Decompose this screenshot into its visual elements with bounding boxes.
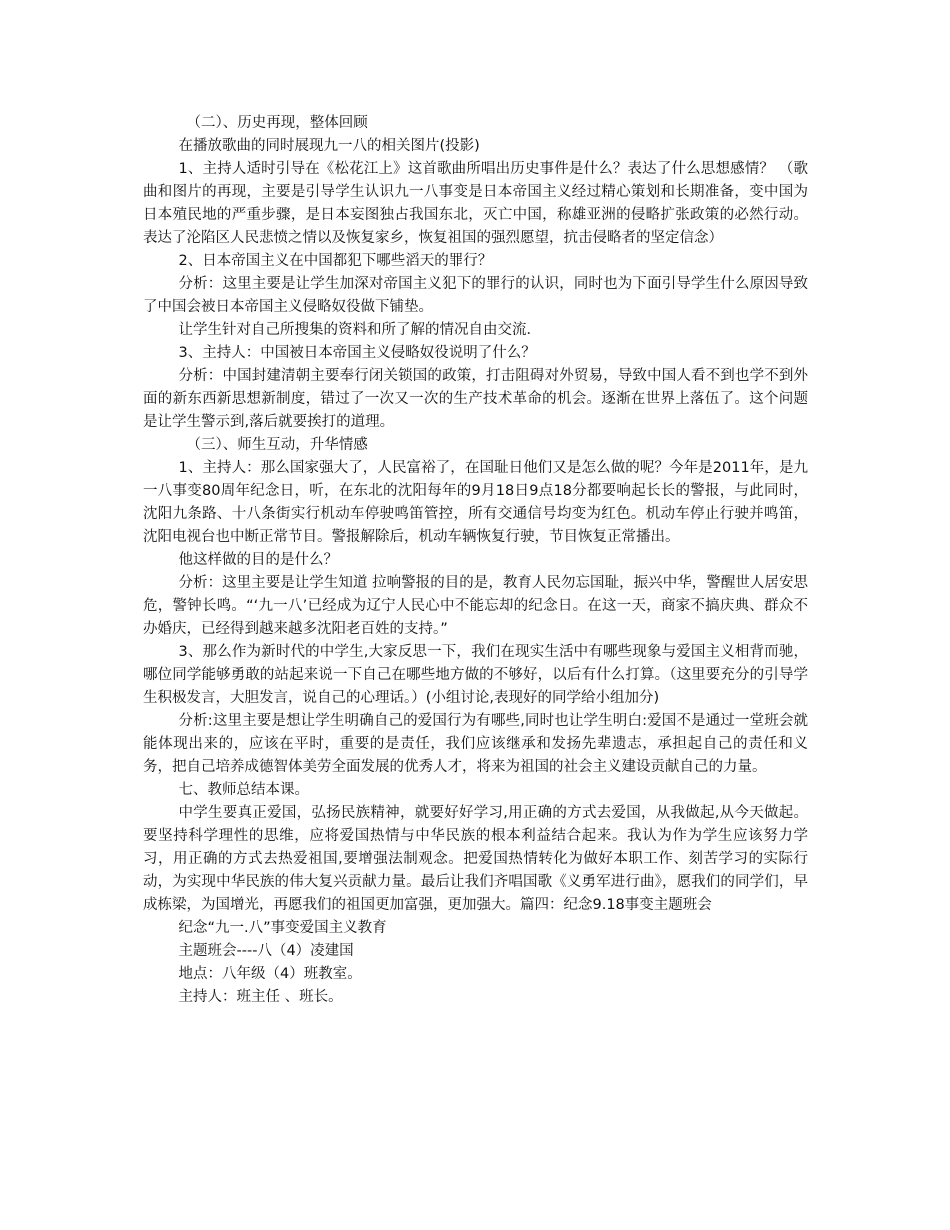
paragraph: 分析:这里主要是想让学生明确自己的爱国行为有哪些,同时也让学生明白:爱国不是通过一堂班会就能体现出来的，应该在平时，重要的是责任，我们应该继承和发扬先辈遗志，承担起自己的责任和义务，把自己培养成德智体美劳全面发展的优秀人才，将来为祖国的社会主义建设贡献自己的力量。 [143, 713, 808, 775]
paragraph: 2、日本帝国主义在中国都犯下哪些滔天的罪行？ [178, 253, 493, 269]
paragraph: 在播放歌曲的同时展现九一八的相关图片(投影) [178, 138, 480, 154]
paragraph: 3、那么作为新时代的中学生,大家反思一下，我们在现实生活中有哪些现象与爱国主义相背而驰，哪位同学能够勇敢的站起来说一下自己在哪些地方做的不够好，以后有什么打算。（这里要充分的引导学生积极发言，大胆发言，说自己的心理话。）(小组讨论,表现好的同学给小组加分) [143, 644, 808, 706]
paragraph: 主持人：班主任 、班长。 [178, 989, 343, 1005]
section-heading-interaction: （三）、师生互动，升华情感 [186, 437, 368, 453]
paragraph: 3、主持人：中国被日本帝国主义侵略奴役说明了什么？ [178, 345, 536, 361]
paragraph: 纪念“九一.八”事变爱国主义教育 [178, 920, 387, 936]
paragraph: 分析：中国封建清朝主要奉行闭关锁国的政策，打击阻碍对外贸易，导致中国人看不到也学不到外面的新东西新思想新制度，错过了一次又一次的生产技术革命的机会。逐渐在世界上落伍了。这个问题是让学生警示到,落后就要挨打的道理。 [143, 368, 808, 430]
paragraph: 让学生针对自己所搜集的资料和所了解的情况自由交流． [178, 322, 542, 338]
paragraph: 分析：这里主要是让学生加深对帝国主义犯下的罪行的认识，同时也为下面引导学生什么原因导致了中国会被日本帝国主义侵略奴役做下铺垫。 [143, 276, 808, 315]
paragraph: 地点：八年级（4）班教室。 [178, 966, 362, 982]
paragraph: 主题班会----八（4）凌建国 [178, 943, 354, 959]
paragraph: 1、主持人适时引导在《松花江上》这首歌曲所唱出历史事件是什么？表达了什么思想感情？ （歌曲和图片的再现，主要是引导学生认识九一八事变是日本帝国主义经过精心策划和长期准备，变中国为日本殖民地的严重步骤，是日本妄图独占我国东北，灭亡中国，称雄亚洲的侵略扩张政策的必然行动。表达了沦陷区人民悲愤之情以及恢复家乡，恢复祖国的强烈愿望，抗击侵略者的坚定信念） [143, 161, 808, 246]
paragraph: 分析：这里主要是让学生知道 拉响警报的目的是，教育人民勿忘国耻，振兴中华，警醒世人居安思危，警钟长鸣。“‘九一八’已经成为辽宁人民心中不能忘却的纪念日。在这一天，商家不搞庆典、群众不办婚庆，已经得到越来越多沈阳老百姓的支持。” [143, 575, 808, 637]
paragraph: 中学生要真正爱国，弘扬民族精神，就要好好学习,用正确的方式去爱国，从我做起,从今天做起。要坚持科学理性的思维，应将爱国热情与中华民族的根本利益结合起来。我认为作为学生应该努力学习，用正确的方式去热爱祖国,要增强法制观念。把爱国热情转化为做好本职工作、刻苦学习的实际行动，为实现中华民族的伟大复兴贡献力量。最后让我们齐唱国歌《义勇军进行曲》，愿我们的同学们，早成栋梁，为国增光，再愿我们的祖国更加富强，更加强大。篇四：纪念9.18事变主题班会 [143, 805, 808, 913]
section-heading-history: （二）、历史再现，整体回顾 [186, 115, 368, 131]
paragraph: 1、主持人：那么国家强大了，人民富裕了，在国耻日他们又是怎么做的呢？今年是2011年，是九一八事变80周年纪念日，听，在东北的沈阳每年的9月18日9点18分都要响起长长的警报，与此同时，沈阳九条路、十八条街实行机动车停驶鸣笛管控，所有交通信号均变为红色。机动车停止行驶并鸣笛，沈阳电视台也中断正常节目。警报解除后，机动车辆恢复行驶，节目恢复正常播出。 [143, 460, 808, 545]
document-body [143, 112, 808, 1009]
section-heading-summary: 七、教师总结本课。 [178, 782, 310, 798]
paragraph: 他这样做的目的是什么？ [178, 552, 339, 568]
